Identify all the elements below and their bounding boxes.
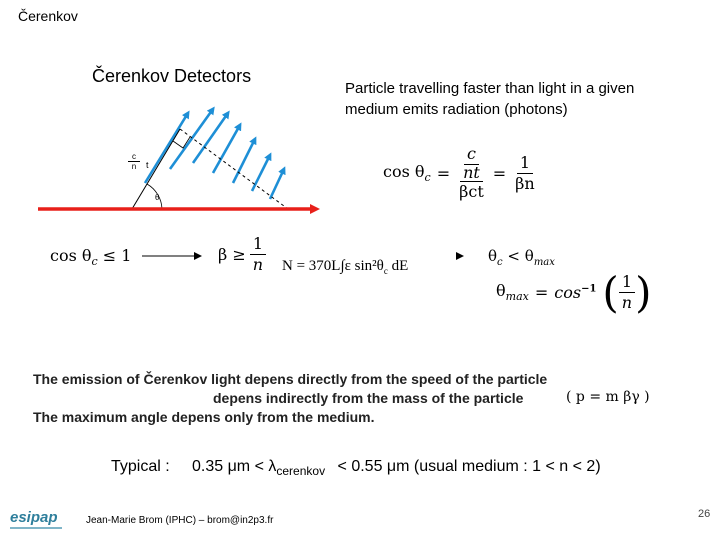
formula-equals: = [436, 163, 451, 183]
limit-lt: < [507, 247, 520, 265]
page-number: 26 [698, 508, 711, 520]
beta-num: 1 [250, 234, 266, 255]
diagram-label-n: n [131, 162, 137, 171]
cond-sub-c: c [91, 255, 98, 269]
intro-text: Particle travelling faster than light in a given medium emits radiation (photons) [345, 80, 635, 118]
typical-range [192, 458, 601, 478]
tm-paren-group [602, 267, 652, 317]
diagram-label-c: c [128, 152, 140, 162]
diagram-label-c-over-n [128, 152, 140, 171]
cond-cos-text: cos θ [50, 246, 92, 265]
fraction-1-over-bn [512, 153, 538, 194]
tm-paren-right: ) [635, 267, 652, 317]
photon-arrow [145, 113, 188, 183]
beta-den: n [252, 255, 264, 274]
tm-num: 1 [619, 272, 635, 293]
section-header: Čerenkov [18, 8, 78, 24]
formula-cos-text: cos θ [383, 161, 425, 181]
tm-sup: −1 [581, 283, 597, 295]
tm-sub: max [505, 290, 529, 304]
yield-sub: c [383, 266, 388, 276]
slide-title: Čerenkov Detectors [92, 66, 252, 86]
tm-equals: = [534, 283, 549, 302]
formula-beta-condition [218, 234, 266, 275]
formula-theta-max [496, 267, 652, 317]
photon-arrow [213, 125, 240, 173]
esipap-logo [10, 510, 70, 536]
fraction-c-over-nt [456, 144, 487, 202]
yield-text: N = 370L∫ε sin²θ [282, 258, 384, 274]
cond-relation: ≤ 1 [102, 246, 132, 265]
tm-cos: cos [554, 283, 582, 302]
fraction-den-bn: βn [515, 173, 535, 193]
beta-relation: β ≥ [218, 245, 246, 264]
formula-equals-2: = [492, 163, 507, 183]
typical-sub: cerenkov [276, 464, 326, 479]
formula-photon-yield [282, 258, 408, 276]
momentum-formula: ( p = m βγ ) [566, 389, 650, 405]
explanation-line-2: depens indirectly from the mass of the particle [213, 390, 524, 406]
diagram-label-t: t [146, 160, 149, 170]
limit-theta-max: θ [524, 247, 534, 265]
tm-paren-left: ( [602, 267, 619, 317]
fraction-num-1: 1 [517, 153, 533, 174]
formula-theta-limit [488, 247, 555, 268]
typical-range-low: 0.35 μm < λ [192, 458, 277, 475]
tm-den: n [621, 293, 633, 312]
photon-arrow [252, 155, 270, 191]
footer-author: Jean-Marie Brom (IPHC) – brom@in2p3.fr [86, 515, 274, 526]
yield-tail: dE [387, 258, 409, 274]
logo-underline [10, 527, 62, 529]
wavefront-line [180, 129, 288, 209]
formula-cos-theta [383, 144, 538, 202]
fraction-den-nt: nt [460, 165, 483, 182]
cherenkov-cone-diagram [30, 105, 330, 225]
explanation-line-3: The maximum angle depens only from the medium. [33, 409, 375, 425]
formula-sub-c: c [424, 171, 431, 185]
limit-sub-c: c [497, 257, 503, 268]
fraction-num-c: c [464, 144, 479, 165]
fraction-den-bct: βct [459, 182, 484, 201]
photon-arrow [170, 109, 213, 169]
limit-theta-c: θ [488, 247, 498, 265]
formula-cos-condition [50, 246, 131, 268]
logo-text: esipap [10, 509, 58, 526]
diagram-label-theta: θ [155, 193, 160, 202]
limit-sub-max: max [533, 257, 555, 268]
photon-arrow [270, 169, 284, 199]
explanation-line-1: The emission of Čerenkov light depens directly from the speed of the particle [33, 371, 548, 387]
fraction-1-over-n [250, 234, 266, 275]
tm-fraction [619, 272, 635, 313]
typical-label: Typical : [111, 458, 170, 475]
tm-theta: θ [496, 281, 506, 301]
typical-range-high: < 0.55 μm (usual medium : 1 < n < 2) [337, 458, 601, 475]
